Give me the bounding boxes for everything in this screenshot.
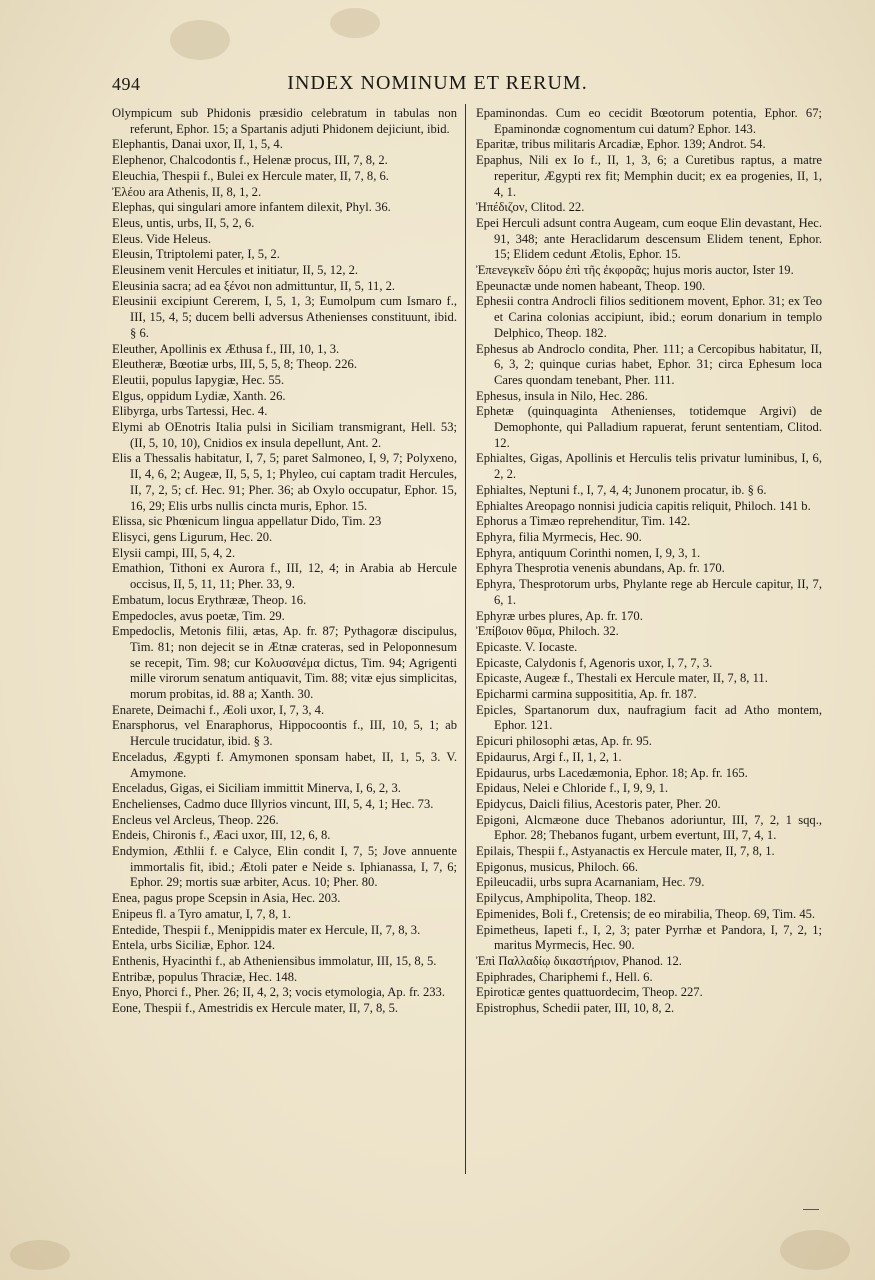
index-entry: Eleuchia, Thespii f., Bulei ex Hercule mater, II, 7, 8, 6. <box>112 168 389 183</box>
paper-stain <box>170 20 230 60</box>
index-entry: Epigoni, Alcmæone duce Thebanos adoriuntur, III, 7, 2, 1 sqq., Ephor. 28; Thebanos fugant, urbem evertunt, III, 7, 4, 1. <box>476 812 822 843</box>
index-entry: Ἐλέου ara Athenis, II, 8, 1, 2. <box>112 184 262 199</box>
index-entry: Epicharmi carmina supposititia, Ap. fr. 187. <box>476 687 697 702</box>
index-entry: Enipeus fl. a Tyro amatur, I, 7, 8, 1. <box>112 906 291 921</box>
index-entry: Entedide, Thespii f., Menippidis mater ex Hercule, II, 7, 8, 3. <box>112 922 421 937</box>
index-entry: Ἐπὶ Παλλαδίῳ δικαστήριον, Phanod. 12. <box>476 953 682 968</box>
index-entry: Eleusinem venit Hercules et initiatur, II, 5, 12, 2. <box>112 263 359 278</box>
index-entry: Ephesus ab Androclo condita, Pher. 111; a Cercopibus habitatur, II, 6, 3, 2; quinque curias habet, Ephor. 31; circa Ephesum loca Cares quondam tenebant, Pher. 111. <box>476 341 822 387</box>
index-entry: Ephesus, insula in Nilo, Hec. 286. <box>476 388 648 403</box>
index-entry: Ephyra, Thesprotorum urbs, Phylante rege ab Hercule capitur, II, 7, 6, 1. <box>476 577 822 607</box>
index-entry: Eleutii, populus Iapygiæ, Hec. 55. <box>112 372 285 387</box>
page-header <box>0 72 875 102</box>
index-entry: Epicaste, Augeæ f., Thestali ex Hercule mater, II, 7, 8, 11. <box>476 671 768 686</box>
index-entry: Embatum, locus Erythrææ, Theop. 16. <box>112 592 307 607</box>
index-entry: Eparitæ, tribus militaris Arcadiæ, Ephor. 139; Androt. 54. <box>476 137 766 152</box>
index-entry: Eleusin, Ttriptolemi pater, I, 5, 2. <box>112 247 280 262</box>
index-entry: Epileucadii, urbs supra Acarnaniam, Hec. 79. <box>476 875 705 890</box>
index-entry: Elibyrga, urbs Tartessi, Hec. 4. <box>112 404 268 419</box>
index-entry: Ephyra Thesprotia venenis abundans, Ap. fr. 170. <box>476 561 725 576</box>
index-entry: Elephas, qui singulari amore infantem dilexit, Phyl. 36. <box>112 200 391 215</box>
index-entry: Encleus vel Arcleus, Theop. 226. <box>112 812 279 827</box>
index-entry: Elisyci, gens Ligurum, Hec. 20. <box>112 529 273 544</box>
index-entry: Epigonus, musicus, Philoch. 66. <box>476 859 638 874</box>
index-entry: Ἠπέδιζον, Clitod. 22. <box>476 200 585 215</box>
index-entry: Epeunactæ unde nomen habeant, Theop. 190. <box>476 278 706 293</box>
index-entry: Epidycus, Daicli filius, Acestoris pater, Pher. 20. <box>476 796 721 811</box>
paper-stain <box>780 1230 850 1270</box>
index-entry: Elymi ab OEnotris Italia pulsi in Siciliam transmigrant, Hell. 53; (II, 5, 10, 10), Cnidios ex insula depellunt, Ant. 2. <box>112 420 457 450</box>
index-entry: Eleusinia sacra; ad ea ξένοι non admittuntur, II, 5, 11, 2. <box>112 278 396 293</box>
index-entry: Entela, urbs Siciliæ, Ephor. 124. <box>112 938 276 953</box>
index-entry: Epilais, Thespii f., Astyanactis ex Hercule mater, II, 7, 8, 1. <box>476 844 775 859</box>
index-entry: Epilycus, Amphipolita, Theop. 182. <box>476 891 656 906</box>
index-entry: Enyo, Phorci f., Pher. 26; II, 4, 2, 3; vocis etymologia, Ap. fr. 233. <box>112 985 446 1000</box>
index-entry: Ephialtes, Neptuni f., I, 7, 4, 4; Junonem procatur, ib. § 6. <box>476 482 767 497</box>
index-entry: Elgus, oppidum Lydiæ, Xanth. 26. <box>112 388 286 403</box>
index-entry: Epidaurus, Argi f., II, 1, 2, 1. <box>476 749 622 764</box>
index-entry: Epaphus, Nili ex Io f., II, 1, 3, 6; a Curetibus raptus, a matre reperitur, Ægypti rex fit; Memphin ducit; ex ea progenies, II, 1, 4, 1. <box>476 153 822 199</box>
index-entry: Enceladus, Gigas, ei Siciliam immittit Minerva, I, 6, 2, 3. <box>112 781 401 796</box>
index-entry: Enea, pagus prope Scepsin in Asia, Hec. 203. <box>112 891 341 906</box>
index-entry: Enceladus, Ægypti f. Amymonen sponsam habet, II, 1, 5, 3. V. Amymone. <box>112 749 457 780</box>
index-entry: Eleus. Vide Heleus. <box>112 231 212 246</box>
edge-mark <box>803 1209 819 1210</box>
page-number: 494 <box>112 74 141 94</box>
index-entry: Ἐπίβοιον θῦμα, Philoch. 32. <box>476 624 619 639</box>
index-entry: Epidaurus, urbs Lacedæmonia, Ephor. 18; Ap. fr. 165. <box>476 765 748 780</box>
index-entry: Ephyra, filia Myrmecis, Hec. 90. <box>476 529 642 544</box>
index-entry: Elephantis, Danai uxor, II, 1, 5, 4. <box>112 137 283 152</box>
index-entry: Epiroticæ gentes quattuordecim, Theop. 227. <box>476 985 703 1000</box>
index-entry: Epicuri philosophi ætas, Ap. fr. 95. <box>476 734 652 749</box>
running-title: INDEX NOMINUM ET RERUM. <box>287 72 588 94</box>
index-entry: Elysii campi, III, 5, 4, 2. <box>112 545 236 560</box>
index-entry: Epicaste. V. Iocaste. <box>476 639 578 654</box>
index-entry: Ephetæ (quinquaginta Athenienses, totidemque Argivi) de Demophonte, qui Palladium rapuerat, ferunt sententiam, Clitod. 12. <box>476 404 822 450</box>
index-entry: Epaminondas. Cum eo cecidit Bœotorum potentia, Ephor. 67; Epaminondæ cognomentum cui datum? Ephor. 143. <box>476 106 822 136</box>
index-entry: Eone, Thespii f., Amestridis ex Hercule mater, II, 7, 8, 5. <box>112 1001 399 1016</box>
paper-stain <box>330 8 380 38</box>
column-divider <box>465 104 466 1174</box>
index-entry: Epistrophus, Schedii pater, III, 10, 8, 2. <box>476 1001 675 1016</box>
index-entry: Ephialtes Areopago nonnisi judicia capitis reliquit, Philoch. 141 b. <box>476 498 811 513</box>
index-entry: Epicaste, Calydonis f, Agenoris uxor, I, 7, 7, 3. <box>476 655 713 670</box>
index-entry: Empedoclis, Metonis filii, ætas, Ap. fr. 87; Pythagoræ discipulus, Tim. 81; non dejecit se in Ætnæ crateras, sed in Peloponnesum se recepit, Tim. 98; cur Κολυσανέμα dictus, Tim. 94; Agrigenti mille virorum senatum antiquavit, Tim. 88; vitæ ejus simplicitas, morum probitas, id. 88 a; Xanth. 30. <box>112 624 457 702</box>
index-entry: Ἐπενεγκεῖν δόρυ ἐπὶ τῆς ἐκφορᾶς; hujus moris auctor, Ister 19. <box>476 263 794 278</box>
index-entry: Elephenor, Chalcodontis f., Helenæ procus, III, 7, 8, 2. <box>112 153 388 168</box>
index-entry: Olympicum sub Phidonis præsidio celebratum in tabulas non referunt, Ephor. 15; a Spartanis adjuti Phidonem dejiciunt, ibid. <box>112 106 457 136</box>
index-entry: Enarsphorus, vel Enaraphorus, Hippocoontis f., III, 10, 5, 1; ab Hercule trucidatur, ibid. § 3. <box>112 718 457 749</box>
index-entry: Elis a Thessalis habitatur, I, 7, 5; paret Salmoneo, I, 9, 7; Polyxeno, II, 4, 6, 2; Augeæ, II, 5, 5, 1; Phyleo, cui captam tradit Hercules, II, 7, 2, 5; cf. Hec. 91; Pher. 36; ab Oxylo occupatur, Ephor. 15, 16, 29; Elis urbs nullis cincta muris, Ephor. 15. <box>112 451 457 513</box>
index-entry: Endeis, Chironis f., Æaci uxor, III, 12, 6, 8. <box>112 828 331 843</box>
index-entry: Epimetheus, Iapeti f., I, 2, 3; pater Pyrrhæ et Pandora, I, 7, 2, 1; maritus Myrmecis, Hec. 90. <box>476 922 822 953</box>
index-entry: Epimenides, Boli f., Cretensis; de eo mirabilia, Theop. 69, Tim. 45. <box>476 906 816 921</box>
index-entry: Ephorus a Timæo reprehenditur, Tim. 142. <box>476 514 691 529</box>
index-entry: Emathion, Tithoni ex Aurora f., III, 12, 4; in Arabia ab Hercule occisus, II, 5, 11, 11; Pher. 33, 9. <box>112 561 457 592</box>
paper-stain <box>10 1240 70 1270</box>
index-entry: Ephesii contra Androcli filios seditionem movent, Ephor. 31; ex Teo et Carina colonias accipiunt, ibid.; eorum donarium in templo Delphico, Theop. 182. <box>476 294 822 340</box>
index-entry: Empedocles, avus poetæ, Tim. 29. <box>112 608 285 623</box>
left-column <box>112 106 457 1017</box>
index-entry: Enthenis, Hyacinthi f., ab Atheniensibus immolatur, III, 15, 8, 5. <box>112 953 437 968</box>
index-entry: Entribæ, populus Thraciæ, Hec. 148. <box>112 969 298 984</box>
index-entry: Eleusinii excipiunt Cererem, I, 5, 1, 3; Eumolpum cum Ismaro f., III, 15, 4, 5; ducem belli adversus Athenienses constituunt, ibid. § 6. <box>112 294 457 340</box>
index-entry: Epei Herculi adsunt contra Augeam, cum eoque Elin devastant, Hec. 91, 348; ante Heraclidarum descensum Elidem tenent, Ephor. 15; Elidem cedunt Ætolis, Ephor. 15. <box>476 215 822 262</box>
index-entry: Elissa, sic Phœnicum lingua appellatur Dido, Tim. 23 <box>112 514 382 529</box>
right-column <box>476 106 822 1017</box>
index-entry: Eleutheræ, Bœotiæ urbs, III, 5, 5, 8; Theop. 226. <box>112 357 357 372</box>
index-entry: Eleuther, Apollinis ex Æthusa f., III, 10, 1, 3. <box>112 341 340 356</box>
index-entry: Enchelienses, Cadmo duce Illyrios vincunt, III, 5, 4, 1; Hec. 73. <box>112 796 434 811</box>
index-entry: Epidaus, Nelei e Chloride f., I, 9, 9, 1. <box>476 781 669 796</box>
index-entry: Eleus, untis, urbs, II, 5, 2, 6. <box>112 215 255 230</box>
index-entry: Ephyræ urbes plures, Ap. fr. 170. <box>476 608 643 623</box>
index-entry: Endymion, Æthlii f. e Calyce, Elin condit I, 7, 5; Jove annuente immortalis fit, ibid.; Ætoli pater e Neide s. Iphianassa, I, 7, 6; Ephor. 29; mortis suæ arbiter, Acus. 10; Pher. 80. <box>112 844 457 890</box>
index-entry: Ephialtes, Gigas, Apollinis et Herculis telis privatur luminibus, I, 6, 2, 2. <box>476 451 822 482</box>
index-entry: Epicles, Spartanorum dux, naufragium facit ad Atho montem, Ephor. 121. <box>476 702 822 733</box>
index-entry: Enarete, Deimachi f., Æoli uxor, I, 7, 3, 4. <box>112 702 325 717</box>
index-entry: Ephyra, antiquum Corinthi nomen, I, 9, 3, 1. <box>476 545 701 560</box>
index-entry: Epiphrades, Chariphemi f., Hell. 6. <box>476 969 653 984</box>
